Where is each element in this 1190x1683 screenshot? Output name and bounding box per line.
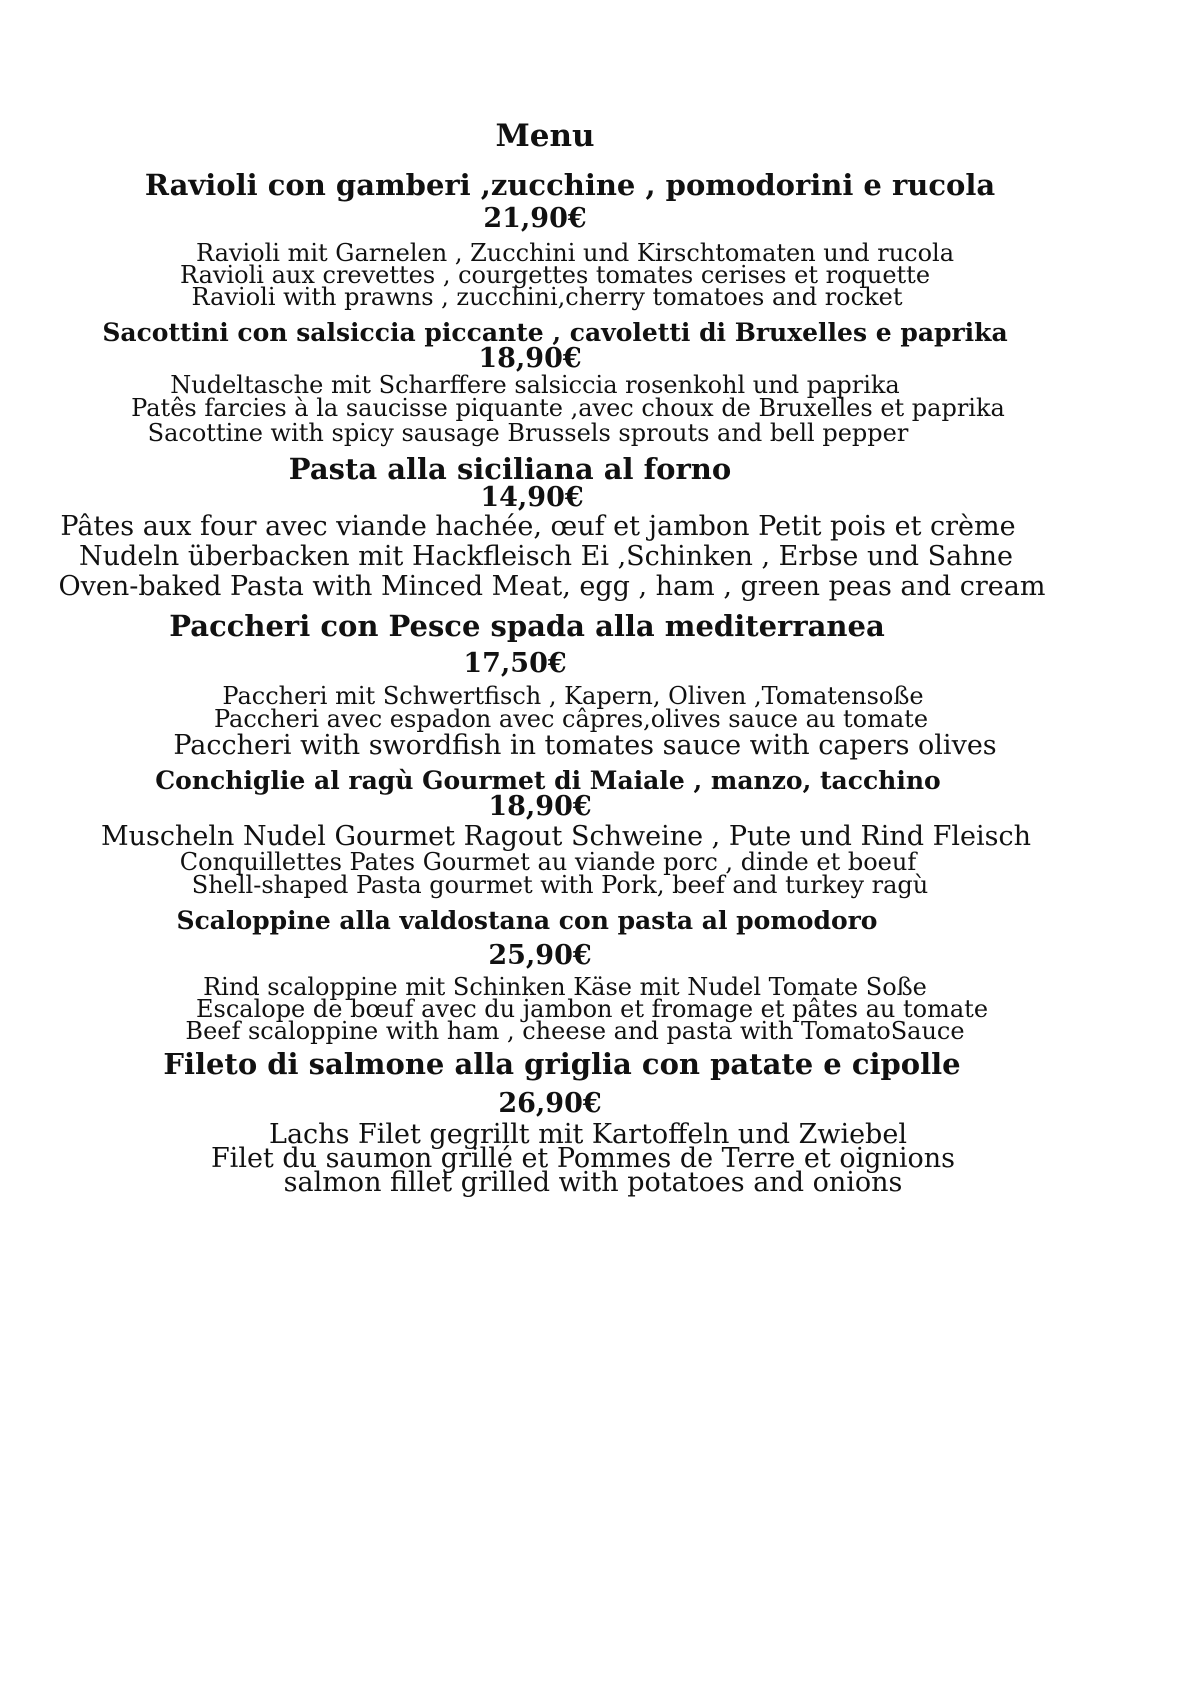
dish-desc-text: Rind scaloppine mit Schinken Käse mit Nudel Tomate Soße (203, 973, 927, 1001)
dish-desc-text: Nudeln überbacken mit Hackfleisch Ei ,Schinken , Erbse und Sahne (79, 541, 1013, 572)
dish-desc-text: salmon fillet grilled with potatoes and onions (283, 1167, 903, 1198)
dish-name-text: Scaloppine alla valdostana con pasta al pomodoro (176, 906, 878, 935)
dish-desc-text: Nudeltasche mit Scharffere salsiccia rosenkohl und paprika (170, 371, 900, 399)
dish-name-text: Paccheri con Pesce spada alla mediterranea (169, 609, 885, 643)
dish-name-text: Fileto di salmone alla griglia con patate e cipolle (163, 1047, 961, 1081)
dish-desc-text: Filet du saumon grillé et Pommes de Terre et oignions (210, 1143, 956, 1174)
dish-price-text: 21,90€ (483, 203, 587, 234)
dish-price-text: 14,90€ (480, 482, 584, 513)
dish-desc-text: Sacottine with spicy sausage Brussels sprouts and bell pepper (147, 419, 909, 447)
dish-desc-text: Ravioli aux crevettes , courgettes tomates cerises et roquette (179, 261, 931, 289)
dish-desc-text: Ravioli with prawns , zucchini,cherry tomatoes and rocket (191, 283, 903, 311)
dish-desc-text: Shell-shaped Pasta gourmet with Pork, beef and turkey ragù (191, 871, 929, 899)
page-title-text: Menu (495, 118, 595, 154)
dish-price-text: 17,50€ (463, 648, 567, 679)
dish-desc-text: Ravioli mit Garnelen , Zucchini und Kirschtomaten und rucola (195, 239, 955, 267)
dish-price-text: 18,90€ (488, 791, 592, 822)
dish-name-text: Ravioli con gamberi ,zucchine , pomodorini e rucola (144, 168, 996, 202)
dish-desc-text: Beef scaloppine with ham , cheese and pasta with TomatoSauce (185, 1017, 965, 1045)
dish-desc-text: Lachs Filet gegrillt mit Kartoffeln und Zwiebel (269, 1119, 907, 1150)
dish-name-text: Pasta alla siciliana al forno (288, 452, 732, 486)
dish-desc-text: Paccheri avec espadon avec câpres,olives sauce au tomate (213, 705, 929, 733)
dish-name-text: Sacottini con salsiccia piccante , cavoletti di Bruxelles e paprika (102, 318, 1008, 347)
dish-desc-text: Conquillettes Pates Gourmet au viande porc , dinde et boeuf (179, 848, 917, 876)
dish-desc-text: Pâtes aux four avec viande hachée, œuf et jambon Petit pois et crème (60, 511, 1016, 542)
dish-desc-text: Paccheri mit Schwertfisch , Kapern, Oliven ,Tomatensoße (222, 682, 924, 710)
dish-desc-text: Escalope de bœuf avec du jambon et fromage et pâtes au tomate (195, 995, 989, 1023)
dish-name-text: Conchiglie al ragù Gourmet di Maiale , manzo, tacchino (155, 766, 941, 795)
dish-desc-text: Paccheri with swordfish in tomates sauce with capers olives (173, 730, 997, 761)
dish-price-text: 18,90€ (478, 343, 582, 374)
dish-desc-text: Oven-baked Pasta with Minced Meat, egg , ham , green peas and cream (58, 571, 1046, 602)
dish-price-text: 26,90€ (498, 1088, 602, 1119)
dish-price-text: 25,90€ (488, 940, 592, 971)
dish-desc-text: Muscheln Nudel Gourmet Ragout Schweine , Pute und Rind Fleisch (100, 821, 1032, 852)
dish-desc-text: Patês farcies à la saucisse piquante ,avec choux de Bruxelles et paprika (131, 394, 1005, 422)
